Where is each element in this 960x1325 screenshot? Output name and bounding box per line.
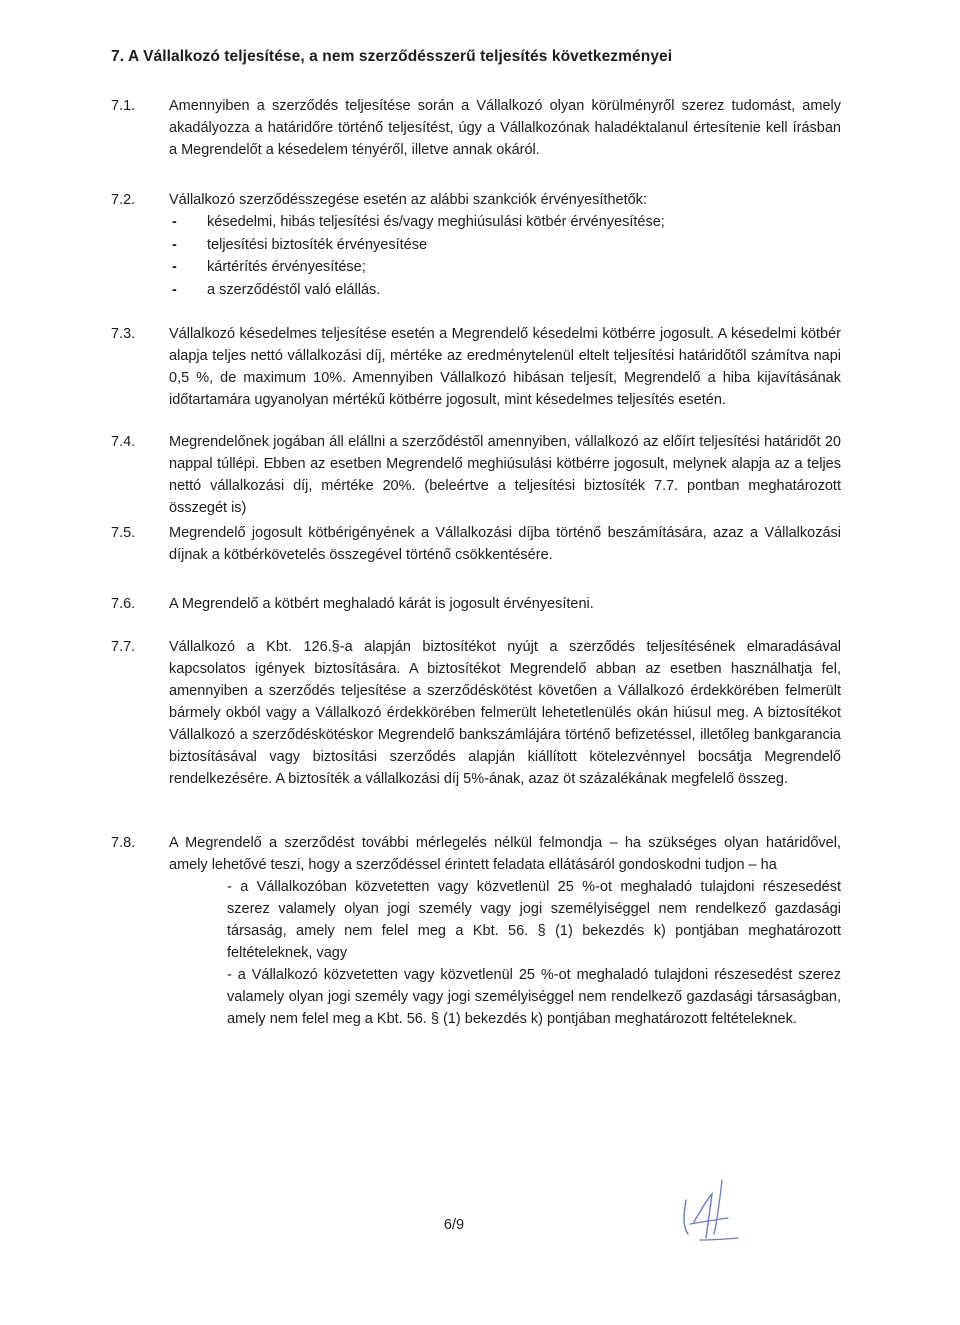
- clause-text: A Megrendelő a kötbért meghaladó kárát is jogosult érvényesíteni.: [169, 596, 594, 612]
- clause-number: 7.1.: [111, 98, 136, 114]
- dash-marker: -: [172, 236, 177, 253]
- section-heading: 7. A Vállalkozó teljesítése, a nem szerződésszerű teljesítés következményei: [111, 48, 673, 65]
- list-item: [169, 211, 841, 234]
- dash-marker: -: [172, 259, 177, 275]
- list-item-text: teljesítési biztosíték érvényesítése: [207, 236, 428, 253]
- list-item-text: késedelmi, hibás teljesítési és/vagy meghiúsulási kötbér érvényesítése;: [207, 214, 665, 230]
- clause-text: Vállalkozó szerződésszegése esetén az alábbi szankciók érvényesíthetők:: [169, 192, 647, 208]
- clause-7-7: [111, 636, 841, 790]
- handwritten-initials: [672, 1168, 752, 1248]
- clause-text: Megrendelőnek jogában áll elállni a szerződéstől amennyiben, vállalkozó az előírt teljesítési határidőt 20 nappal túllépi. Ebben az esetben Megrendelő meghiúsulási kötbérre jogosult, melynek alapja az a teljes nettó vállalkozási díj, mértéke 20%. (beleértve a teljesítési biztosíték 7.7. pontban meghatározott összegét is): [169, 434, 841, 516]
- list-item-text: kártérítés érvényesítése;: [207, 259, 366, 275]
- termination-conditions: [227, 876, 841, 1030]
- list-item: [169, 234, 841, 257]
- clause-7-6: [111, 593, 841, 615]
- clause-7-3: [111, 323, 841, 411]
- clause-7-4: [111, 431, 841, 519]
- clause-7-1: [111, 95, 841, 161]
- clause-text: Vállalkozó késedelmes teljesítése esetén a Megrendelő késedelmi kötbérre jogosult. A késedelmi kötbér alapja teljes nettó vállalkozási díj, mértéke az eredménytelenül eltelt teljesítési határidőtől számítva napi 0,5 %, de maximum 10%. Amennyiben Vállalkozó hibásan teljesít, Megrendelő a hiba kijavításának időtartamára ugyanolyan mértékű kötbérre jogosult, mint késedelmes teljesítés esetén.: [169, 326, 841, 408]
- page-number: 6/9: [443, 1217, 465, 1233]
- clause-number: 7.6.: [111, 596, 136, 612]
- clause-text: A Megrendelő a szerződést további mérlegelés nélkül felmondja – ha szükséges olyan határidővel, amely lehetővé teszi, hogy a szerződéssel érintett feladata ellátásáról gondoskodni tudjon – ha: [169, 835, 841, 873]
- list-item-text: a szerződéstől való elállás.: [207, 281, 381, 298]
- clause-number: 7.2.: [111, 192, 136, 208]
- clause-number: 7.5.: [111, 525, 136, 541]
- list-item: - a Vállalkozó közvetetten vagy közvetlenül 25 %-ot meghaladó tulajdoni részesedést szerez valamely olyan jogi személy vagy jogi személyiséggel nem rendelkező gazdasági társaságban, amely nem felel meg a Kbt. 56. § (1) bekezdés k) pontjában meghatározott feltételeknek.: [227, 967, 841, 1027]
- dash-marker: -: [172, 281, 177, 298]
- clause-7-5: [111, 522, 841, 566]
- sanctions-list: [169, 211, 841, 301]
- list-item: [169, 279, 841, 302]
- dash-marker: -: [172, 214, 177, 230]
- list-item: - a Vállalkozóban közvetetten vagy közvetlenül 25 %-ot meghaladó tulajdoni részesedést szerez valamely olyan jogi személy vagy jogi személyiséggel nem rendelkező gazdasági társaság, amely nem felel meg a Kbt. 56. § (1) bekezdés k) pontjában meghatározott feltételeknek, vagy: [227, 879, 841, 961]
- clause-number: 7.4.: [111, 434, 136, 450]
- list-item: [169, 256, 841, 279]
- clause-number: 7.3.: [111, 326, 136, 342]
- clause-number: 7.7.: [111, 639, 136, 655]
- clause-text: Amennyiben a szerződés teljesítése során a Vállalkozó olyan körülményről szerez tudomást, amely akadályozza a határidőre történő teljesítést, úgy a Vállalkozónak haladéktalanul értesítenie kell írásban a Megrendelőt a késedelem tényéről, illetve annak okáról.: [169, 98, 841, 158]
- clause-text: Megrendelő jogosult kötbérigényének a Vállalkozási díjba történő beszámítására, azaz a Vállalkozási díjnak a kötbérkövetelés összegével történő csökkentésére.: [169, 525, 841, 563]
- clause-7-8: [111, 832, 841, 1030]
- clause-7-2: [111, 189, 841, 301]
- clause-text: Vállalkozó a Kbt. 126.§-a alapján biztosítékot nyújt a szerződés teljesítésének elmaradásával kapcsolatos igények biztosítására. A biztosítékot Megrendelő abban az esetben használhatja fel, amennyiben a szerződés teljesítése a szerződéskötést követően a Vállalkozó érdekkörében felmerült bármely okból vagy a Vállalkozó érdekkörében felmerült lehetetlenülés okán hiúsul meg. A biztosítékot Vállalkozó a szerződéskötéskor Megrendelő bankszámlájára történő befizetéssel, illetőleg bankgarancia biztosításával vagy biztosítási szerződés alapján kiállított kötelezvénnyel bocsátja Megrendelő rendelkezésére. A biztosíték a vállalkozási díj 5%-ának, azaz öt százalékának megfelelő összeg.: [169, 639, 841, 787]
- clause-number: 7.8.: [111, 835, 136, 851]
